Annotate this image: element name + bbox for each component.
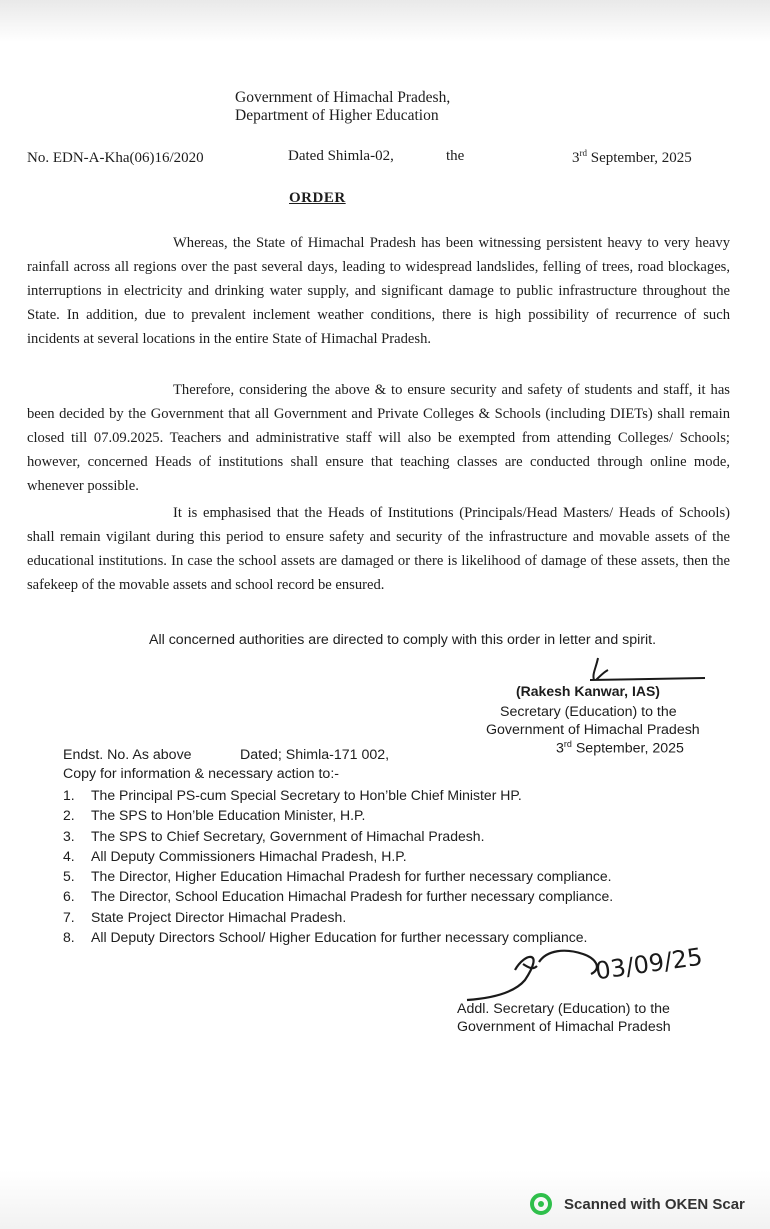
copy-line: Copy for information & necessary action to:- — [63, 766, 339, 782]
endorsement-number: Endst. No. As above — [63, 747, 192, 763]
list-item: 2. The SPS to Hon’ble Education Minister, H.P. — [63, 807, 366, 824]
endorsement-dated: Dated; Shimla-171 002, — [240, 747, 390, 763]
list-item: 5. The Director, Higher Education Himachal Pradesh for further necessary compliance. — [63, 868, 612, 885]
list-item: 3. The SPS to Chief Secretary, Government of Himachal Pradesh. — [63, 827, 485, 844]
list-item: 7. State Project Director Himachal Pradesh. — [63, 908, 347, 925]
list-item: 4. All Deputy Commissioners Himachal Pradesh, H.P. — [63, 847, 407, 864]
signatory-government: Government of Himachal Pradesh — [486, 722, 700, 738]
oken-scanner-icon — [530, 1193, 552, 1215]
header-department: Department of Higher Education — [235, 107, 439, 124]
second-signatory-designation: Addl. Secretary (Education) to the — [457, 1001, 670, 1017]
scan-top-shadow — [0, 0, 770, 42]
list-item: 1. The Principal PS-cum Special Secretary to Hon’ble Chief Minister HP. — [63, 787, 522, 803]
reference-number: No. EDN-A-Kha(06)16/2020 — [27, 150, 204, 166]
dated-place: Dated Shimla-02, — [288, 148, 394, 164]
signatory-date: 3rd September, 2025 — [556, 739, 684, 757]
paragraph-emphasised: It is emphasised that the Heads of Institutions (Principals/Head Masters/ Heads of Schools) shall remain vigilant during this period to ensure safety and security of the infrastructure and movable assets of the educational institutions. In case the school assets are damaged or there is likelihood of damage of these assets, then the safekeep of the movable assets and school record be ensured. — [27, 505, 730, 593]
order-date: 3rd September, 2025 — [572, 148, 692, 166]
list-item: 8. All Deputy Directors School/ Higher Education for further necessary compliance. — [63, 929, 588, 946]
dated-the: the — [446, 148, 465, 164]
paragraph-whereas: Whereas, the State of Himachal Pradesh has been witnessing persistent heavy to very heavy rainfall across all regions over the past several days, leading to widespread landslides, felling of trees, road blockages, interruptions in electricity and drinking water supply, and significant damage to public infrastructure throughout the State. In addition, due to prevalent inclement weather conditions, there is high possibility of recurrence of such incidents at several locations in the entire State of Himachal Pradesh. — [27, 235, 730, 347]
order-title: ORDER — [289, 190, 346, 206]
scanner-text: Scanned with OKEN Scar — [564, 1195, 745, 1213]
scanner-watermark — [530, 1193, 745, 1215]
paragraph-therefore: Therefore, considering the above & to ensure security and safety of students and staff, it has been decided by the Government that all Government and Private Colleges & Schools (including DIETs) shall remain closed till 07.09.2025. Teachers and administrative staff will also be exempted from attending Colleges/ Schools; however, concerned Heads of institutions shall ensure that teaching classes are conducted through online mode, whenever possible. — [27, 382, 730, 494]
signatory-designation: Secretary (Education) to the — [500, 704, 677, 720]
second-signatory-government: Government of Himachal Pradesh — [457, 1019, 671, 1035]
signatory-name: (Rakesh Kanwar, IAS) — [516, 683, 660, 699]
header-government: Government of Himachal Pradesh, — [235, 89, 451, 106]
copy-list — [63, 785, 613, 947]
list-item: 6. The Director, School Education Himachal Pradesh for further necessary compliance. — [63, 888, 614, 905]
handwritten-date: 03/09/25 — [593, 942, 705, 986]
paragraph-comply: All concerned authorities are directed to comply with this order in letter and spirit. — [149, 632, 657, 648]
